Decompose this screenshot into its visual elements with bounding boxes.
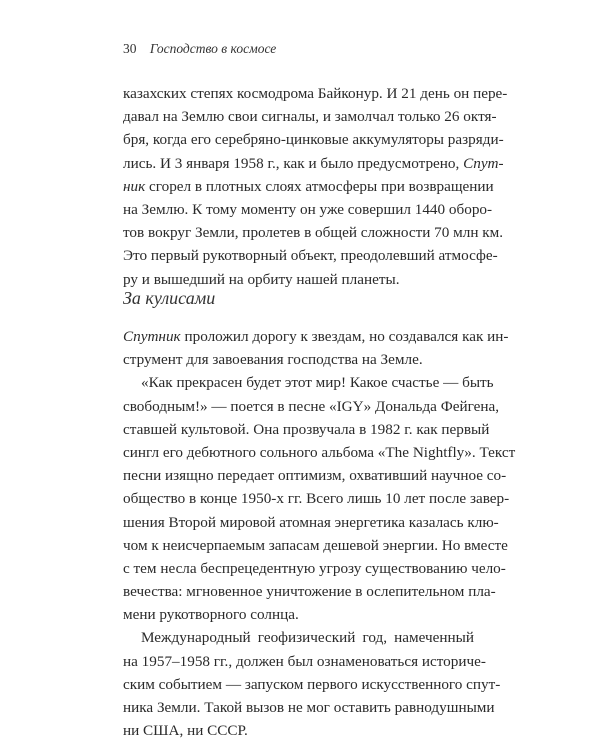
line-text: сгорел в плотных слоях атмосферы при возвращении <box>145 177 494 195</box>
running-header <box>123 41 276 57</box>
text-line <box>123 534 508 557</box>
line-text: свободным!» — поется в песне «IGY» Дональда Фейгена, <box>123 397 500 415</box>
text-line <box>123 557 506 580</box>
text-line <box>123 441 516 464</box>
line-text: казахских степях космодрома Байконур. И 21 день он пере- <box>123 85 508 102</box>
line-text: на 1957–1958 гг., должен был ознаменоваться историче- <box>123 652 486 670</box>
text-line <box>123 244 498 267</box>
text-line <box>123 696 495 719</box>
line-text: давал на Землю свои сигналы, и замолчал только 26 октя- <box>123 108 497 126</box>
line-text: с тем несла беспрецедентную угрозу существованию чело- <box>123 559 506 577</box>
line-text: мени рукотворного солнца. <box>123 606 299 624</box>
line-text: тов вокруг Земли, пролетев в общей сложности 70 млн км. <box>123 224 504 242</box>
text-line <box>123 152 504 175</box>
line-text: бря, когда его серебряно-цинковые аккумуляторы разряди- <box>123 131 504 149</box>
line-text: ру и вышедший на орбиту нашей планеты. <box>123 270 400 288</box>
text-line <box>123 175 494 198</box>
line-text: вечества: мгновенное уничтожение в ослепительном пла- <box>123 583 496 601</box>
line-text: ставшей культовой. Она прозвучала в 1982 г. как первый <box>123 420 490 438</box>
text-line <box>123 464 507 487</box>
text-line <box>123 418 490 441</box>
text-line <box>123 128 504 151</box>
line-text: «Как прекрасен будет этот мир! Какое счастье — быть <box>141 374 494 392</box>
emphasis-text: Спут- <box>463 154 504 172</box>
line-text: ника Земли. Такой вызов не мог оставить равнодушными <box>123 699 495 716</box>
line-text: сингл его дебютного сольного альбома «The Nightfly». Текст <box>123 443 516 461</box>
line-text: на Землю. К тому моменту он уже совершил 1440 оборо- <box>123 200 493 218</box>
paragraph <box>123 626 501 742</box>
line-text: чом к неисчерпаемым запасам дешевой энергии. Но вместе <box>123 536 508 554</box>
line-text: ским событием — запуском первого искусственного спут- <box>123 675 501 693</box>
section-heading: За кулисами <box>123 288 216 308</box>
text-line <box>123 673 501 696</box>
line-text: струмент для завоевания господства на Земле. <box>123 351 423 369</box>
text-line <box>123 395 500 418</box>
page-number: 30 <box>123 41 137 56</box>
text-line <box>123 221 504 244</box>
line-text: шения Второй мировой атомная энергетика казалась клю- <box>123 513 499 531</box>
text-line <box>123 719 474 742</box>
text-line <box>123 580 496 603</box>
line-text: песни изящно передает оптимизм, охвативший научное со- <box>123 467 507 485</box>
text-line <box>123 650 486 673</box>
line-text: Международный геофизический год, намеченный <box>141 629 474 647</box>
running-title: Господство в космосе <box>149 41 277 56</box>
line-text: проложил дорогу к звездам, но создавался как ин- <box>180 328 509 345</box>
text-line <box>123 82 508 105</box>
paragraph <box>123 325 509 371</box>
line-text: ни США, ни СССР. <box>123 722 248 740</box>
emphasis-text: Спутник <box>123 328 181 345</box>
emphasis-text: ник <box>123 177 146 195</box>
paragraph <box>123 82 508 291</box>
text-line <box>123 487 510 510</box>
line-text: лись. И 3 января 1958 г., как и было предусмотрено, <box>123 154 464 172</box>
text-line <box>123 626 474 649</box>
text-line <box>123 105 497 128</box>
line-text: общество в конце 1950-х гг. Всего лишь 10 лет после завер- <box>123 490 510 508</box>
text-line <box>123 325 509 348</box>
body-text-intro <box>123 82 508 291</box>
text-line <box>123 348 474 371</box>
line-text: Это первый рукотворный объект, преодолевший атмосфе- <box>123 247 498 265</box>
body-text-section <box>123 325 516 742</box>
text-line <box>123 371 494 394</box>
text-line <box>123 511 499 534</box>
paragraph <box>123 371 516 626</box>
text-line <box>123 198 493 221</box>
text-line <box>123 603 474 626</box>
